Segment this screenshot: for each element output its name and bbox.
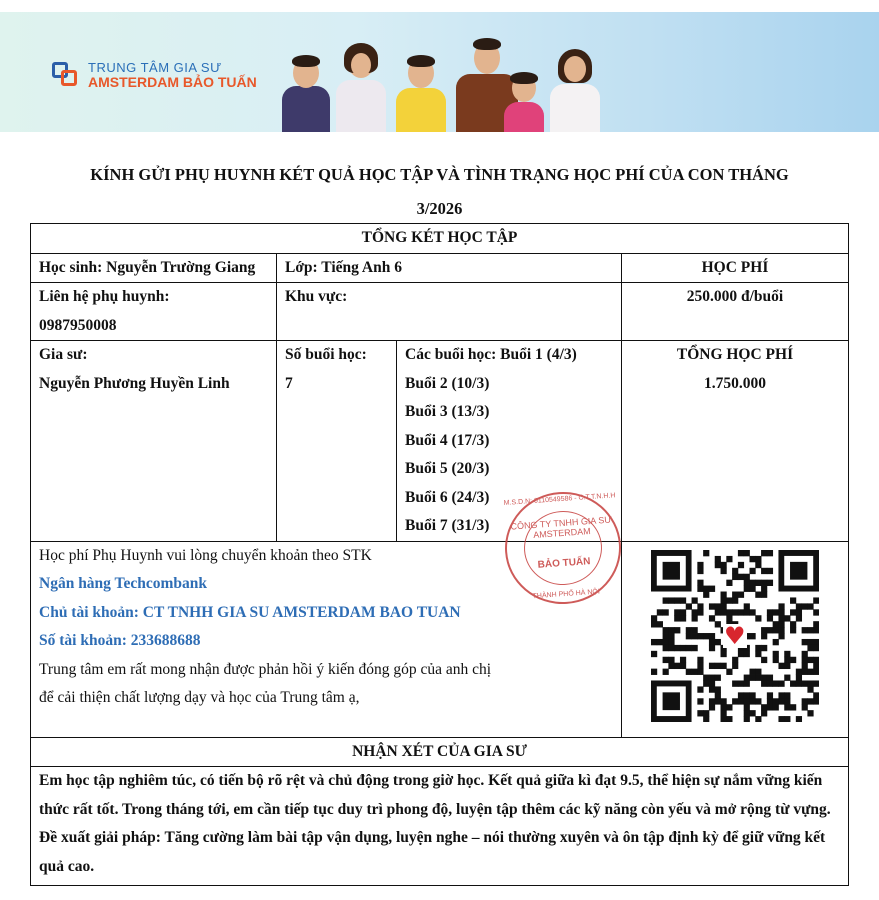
brand-logo [52, 60, 257, 90]
account-number: Số tài khoản: 233688688 [39, 632, 201, 649]
account-holder: Chủ tài khoản: CT TNHH GIA SU AMSTERDAM BAO TUAN [39, 603, 461, 621]
stamp-ring-top: M.S.D.N: 0110549586 - C.T.T.N.H.H [503, 492, 616, 508]
stamp-center: CÔNG TY TNHH GIA SƯ AMSTERDAM [510, 514, 613, 541]
logo-mark-icon [52, 62, 80, 88]
parent-phone: 0987950008 [39, 316, 117, 334]
tutor-cell [31, 341, 277, 542]
session-item: Buổi 4 (17/3) [405, 431, 490, 449]
session-list-first: Các buổi học: Buổi 1 (4/3) [405, 346, 577, 363]
stamp-ring-bottom: THÀNH PHỐ HÀ NỘI [532, 588, 601, 601]
tutor-name: Nguyễn Phương Huyền Linh [39, 374, 230, 392]
feedback-line-1: Trung tâm em rất mong nhận được phản hồi ý kiến đóng góp của anh chị [39, 660, 492, 678]
total-fee-value: 1.750.000 [704, 374, 766, 392]
student-name: Học sinh: Nguyễn Trường Giang [31, 253, 277, 283]
payment-qr-code [651, 550, 819, 722]
total-fee-heading: TỔNG HỌC PHÍ [676, 346, 794, 363]
class-name: Lớp: Tiếng Anh 6 [277, 253, 622, 283]
session-item: Buổi 5 (20/3) [405, 460, 490, 477]
feedback-line-2: để cải thiện chất lượng dạy và học của Trung tâm ạ, [39, 689, 360, 706]
report-table [30, 223, 849, 886]
session-item: Buổi 2 (10/3) [405, 374, 490, 392]
session-item: Buổi 6 (24/3) [405, 488, 490, 506]
review-heading: NHẬN XÉT CỦA GIA SƯ [31, 737, 849, 767]
page-title [30, 158, 849, 226]
sessions-count-cell [277, 341, 397, 542]
sessions-count: 7 [285, 374, 293, 392]
sessions-label: Số buổi học: [285, 346, 367, 363]
review-body: Em học tập nghiêm túc, có tiến bộ rõ rệt và chủ động trong giờ học. Kết quả giữa kì đạt 9.5, thể hiện sự nắm vững kiến thức rất tốt. Trong tháng tới, em cần tiếp tục duy trì phong độ, luyện tập thêm các kỹ năng còn yếu và mở rộng từ vựng. [39, 772, 831, 818]
bank-name: Ngân hàng Techcombank [39, 575, 207, 592]
session-item: Buổi 3 (13/3) [405, 403, 490, 420]
payment-intro: Học phí Phụ Huynh vui lòng chuyển khoản theo STK [39, 546, 372, 564]
area-field: Khu vực: [277, 283, 622, 341]
page-title-line-1: KÍNH GỬI PHỤ HUYNH KÉT QUẢ HỌC TẬP VÀ TÌNH TRẠNG HỌC PHÍ CỦA CON THÁNG [90, 165, 789, 184]
total-fee-cell [622, 341, 849, 542]
summary-heading: TỔNG KÉT HỌC TẬP [31, 224, 849, 254]
review-solution: Đề xuất giải pháp: Tăng cường làm bài tập vận dụng, luyện nghe – nói thường xuyên và ôn tập định kỳ để giữ vững kết quả cao. [39, 829, 826, 875]
logo-line-1: TRUNG TÂM GIA SƯ [88, 60, 222, 75]
header-banner [0, 12, 879, 132]
banner-photo-people [270, 34, 610, 132]
tutor-label: Gia sư: [39, 346, 88, 363]
review-body-cell [31, 767, 849, 886]
fee-per-session: 250.000 đ/buổi [622, 283, 849, 341]
page-title-line-2: 3/2026 [416, 199, 463, 218]
stamp-name: BẢO TUẤN [537, 556, 591, 571]
fee-heading: HỌC PHÍ [622, 253, 849, 283]
parent-contact [31, 283, 277, 341]
heart-icon: ♥ [724, 621, 746, 650]
qr-cell [622, 541, 849, 737]
session-item: Buổi 7 (31/3) [405, 517, 490, 534]
logo-line-2: AMSTERDAM BẢO TUẤN [88, 74, 257, 90]
parent-contact-label: Liên hệ phụ huynh: [39, 288, 170, 305]
